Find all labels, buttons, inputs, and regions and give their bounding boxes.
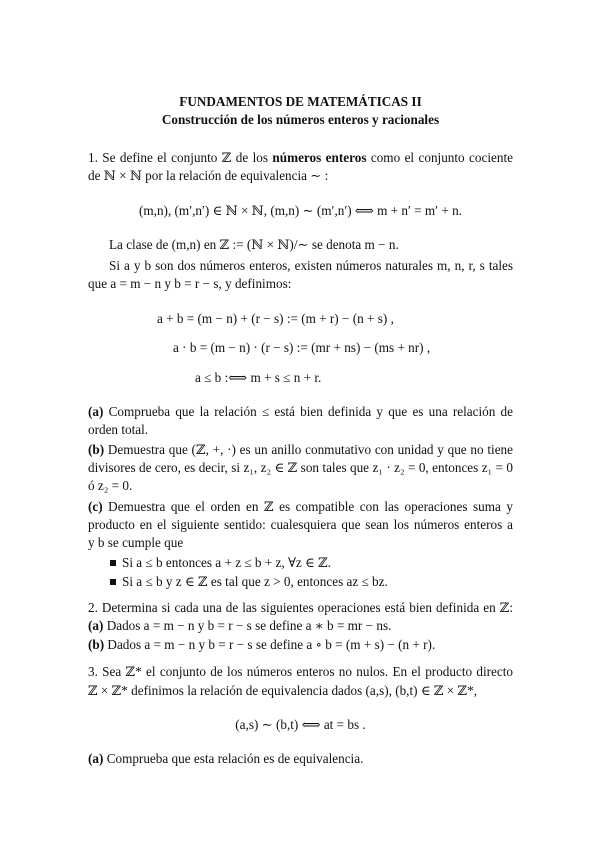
problem-1-line-3: Si a y b son dos números enteros, existen números naturales m, n, r, s tales bbox=[109, 258, 513, 273]
problem-1-line-2: de ℕ × ℕ por la relación de equivalencia ∼ : bbox=[88, 168, 329, 183]
part-c-text: Demuestra que el orden en ℤ es compatible con las operaciones suma y bbox=[102, 499, 513, 514]
part-a-line-2: orden total. bbox=[88, 422, 149, 437]
problem-3-a-label: (a) bbox=[88, 751, 104, 766]
problem-2-part-a bbox=[88, 618, 391, 634]
problem-3-part-a bbox=[88, 751, 363, 767]
bullet-item-1: Si a ≤ b entonces a + z ≤ b + z, ∀z ∈ ℤ. bbox=[122, 555, 332, 570]
part-a-line-1 bbox=[88, 404, 513, 420]
part-c-label: (c) bbox=[88, 499, 103, 514]
bullet-icon bbox=[110, 560, 116, 566]
bullet-item-2: Si a ≤ b y z ∈ ℤ es tal que z > 0, entonces az ≤ bz. bbox=[122, 574, 388, 589]
part-b-line-3: ó z₂ = 0. bbox=[88, 478, 133, 493]
problem-3-line-2: ℤ × ℤ* definimos la relación de equivalencia dados (a,s), (b,t) ∈ ℤ × ℤ*, bbox=[88, 683, 478, 698]
problem-3-line-1: 3. Sea ℤ* el conjunto de los números enteros no nulos. En el producto directo bbox=[88, 664, 513, 679]
product-definition-formula: a · b = (m − n) · (r − s) := (mr + ns) − (ms + nr) , bbox=[173, 340, 431, 355]
part-b-text: Demuestra que (ℤ, +, ·) es un anillo conmutativo con unidad y que no tiene bbox=[104, 442, 513, 457]
problem-2-b-label: (b) bbox=[88, 637, 105, 652]
problem-2-b-text: Dados a = m − n y b = r − s se define a ∘ b = (m + s) − (n + r). bbox=[104, 637, 436, 652]
problem-1-intro-end: como el conjunto cociente bbox=[366, 150, 513, 165]
problem-1-line-1 bbox=[88, 150, 513, 166]
problem-3-a-text: Comprueba que esta relación es de equivalencia. bbox=[103, 751, 364, 766]
equivalence-relation-formula: (m,n), (m′,n′) ∈ ℕ × ℕ, (m,n) ∼ (m′,n′) ⟺ m + n′ = m′ + n. bbox=[139, 203, 462, 218]
problem-2-intro: 2. Determina si cada una de las siguientes operaciones está bien definida en ℤ: bbox=[88, 600, 513, 615]
document-subtitle: Construcción de los números enteros y racionales bbox=[161, 112, 440, 127]
bullet-icon bbox=[110, 579, 116, 585]
part-c-line-1 bbox=[88, 499, 513, 515]
problem-2-a-label: (a) bbox=[88, 618, 104, 633]
order-definition-formula: a ≤ b :⟺ m + s ≤ n + r. bbox=[195, 370, 322, 385]
part-b-label: (b) bbox=[88, 442, 105, 457]
part-c-line-3: y b se cumple que bbox=[88, 535, 184, 550]
sum-definition-formula: a + b = (m − n) + (r − s) := (m + r) − (n + s) , bbox=[157, 311, 394, 326]
part-b-line-1 bbox=[88, 442, 513, 458]
problem-1-intro: 1. Se define el conjunto ℤ de los bbox=[88, 150, 273, 165]
class-notation-line: La clase de (m,n) en ℤ := (ℕ × ℕ)/∼ se denota m − n. bbox=[109, 237, 399, 252]
part-c-line-2: producto en el siguiente sentido: cualesquiera que sean los números enteros a bbox=[88, 517, 513, 532]
problem-2-part-b bbox=[88, 637, 435, 653]
problem-2-a-text: Dados a = m − n y b = r − s se define a ∗ b = mr − ns. bbox=[103, 618, 392, 633]
bold-term-integers: números enteros bbox=[272, 150, 367, 165]
part-b-line-2: divisores de cero, es decir, si z₁, z₂ ∈ ℤ son tales que z₁ · z₂ = 0, entonces z₁ = 0 bbox=[88, 460, 513, 475]
document-title: FUNDAMENTOS DE MATEMÁTICAS II bbox=[179, 94, 422, 109]
part-a-label: (a) bbox=[88, 404, 104, 419]
part-a-text: Comprueba que la relación ≤ está bien definida y que es una relación de bbox=[103, 404, 513, 419]
rational-equivalence-formula: (a,s) ∼ (b,t) ⟺ at = bs . bbox=[235, 717, 366, 732]
problem-1-line-4: que a = m − n y b = r − s, y definimos: bbox=[88, 276, 292, 291]
